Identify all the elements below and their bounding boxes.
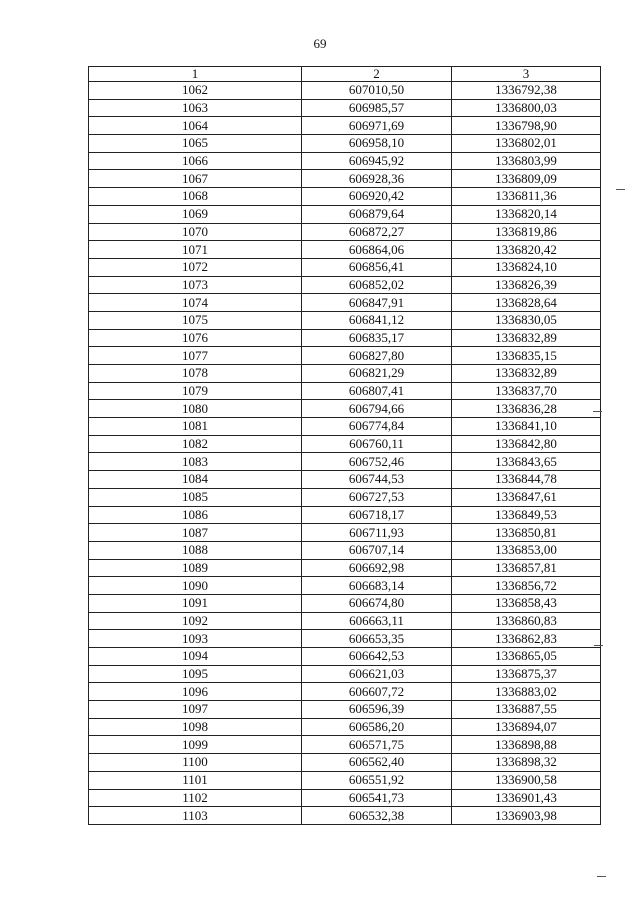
- row-number: 1087: [89, 524, 302, 542]
- y-coordinate: 1336850,81: [452, 524, 601, 542]
- y-coordinate: 1336819,86: [452, 223, 601, 241]
- table-row: [89, 665, 601, 683]
- x-coordinate: 606760,11: [302, 435, 452, 453]
- y-coordinate: 1336849,53: [452, 506, 601, 524]
- row-number: 1069: [89, 205, 302, 223]
- row-number: 1083: [89, 453, 302, 471]
- x-coordinate: 606683,14: [302, 577, 452, 595]
- row-number: 1065: [89, 135, 302, 153]
- x-coordinate: 606752,46: [302, 453, 452, 471]
- x-coordinate: 606827,80: [302, 347, 452, 365]
- row-number: 1077: [89, 347, 302, 365]
- table-row: [89, 135, 601, 153]
- y-coordinate: 1336835,15: [452, 347, 601, 365]
- column-header-3: 3: [452, 67, 601, 82]
- table-row: [89, 471, 601, 489]
- y-coordinate: 1336847,61: [452, 488, 601, 506]
- table-row: [89, 506, 601, 524]
- y-coordinate: 1336824,10: [452, 258, 601, 276]
- x-coordinate: 606532,38: [302, 807, 452, 825]
- column-header-1: 1: [89, 67, 302, 82]
- y-coordinate: 1336856,72: [452, 577, 601, 595]
- row-number: 1064: [89, 117, 302, 135]
- x-coordinate: 606663,11: [302, 612, 452, 630]
- table-row: [89, 241, 601, 259]
- x-coordinate: 606879,64: [302, 205, 452, 223]
- table-row: [89, 365, 601, 383]
- row-number: 1068: [89, 188, 302, 206]
- row-number: 1097: [89, 701, 302, 719]
- row-number: 1090: [89, 577, 302, 595]
- x-coordinate: 606821,29: [302, 365, 452, 383]
- x-coordinate: 606607,72: [302, 683, 452, 701]
- table-row: [89, 258, 601, 276]
- row-number: 1076: [89, 329, 302, 347]
- x-coordinate: 606945,92: [302, 152, 452, 170]
- x-coordinate: 606856,41: [302, 258, 452, 276]
- y-coordinate: 1336844,78: [452, 471, 601, 489]
- row-number: 1098: [89, 718, 302, 736]
- y-coordinate: 1336862,83: [452, 630, 601, 648]
- scan-mark: [597, 876, 606, 877]
- x-coordinate: 606674,80: [302, 594, 452, 612]
- row-number: 1071: [89, 241, 302, 259]
- x-coordinate: 606847,91: [302, 294, 452, 312]
- row-number: 1100: [89, 754, 302, 772]
- row-number: 1091: [89, 594, 302, 612]
- y-coordinate: 1336853,00: [452, 541, 601, 559]
- table-row: [89, 329, 601, 347]
- table-row: [89, 488, 601, 506]
- x-coordinate: 606744,53: [302, 471, 452, 489]
- x-coordinate: 606727,53: [302, 488, 452, 506]
- y-coordinate: 1336860,83: [452, 612, 601, 630]
- y-coordinate: 1336811,36: [452, 188, 601, 206]
- table-row: [89, 82, 601, 100]
- row-number: 1079: [89, 382, 302, 400]
- row-number: 1095: [89, 665, 302, 683]
- x-coordinate: 606621,03: [302, 665, 452, 683]
- table-row: [89, 524, 601, 542]
- table-row: [89, 453, 601, 471]
- scan-mark: [593, 411, 602, 412]
- table-row: [89, 152, 601, 170]
- table-row: [89, 771, 601, 789]
- x-coordinate: 606920,42: [302, 188, 452, 206]
- table-row: [89, 311, 601, 329]
- row-number: 1070: [89, 223, 302, 241]
- x-coordinate: 606551,92: [302, 771, 452, 789]
- x-coordinate: 606958,10: [302, 135, 452, 153]
- row-number: 1062: [89, 82, 302, 100]
- table-row: [89, 117, 601, 135]
- y-coordinate: 1336826,39: [452, 276, 601, 294]
- row-number: 1092: [89, 612, 302, 630]
- y-coordinate: 1336857,81: [452, 559, 601, 577]
- y-coordinate: 1336898,32: [452, 754, 601, 772]
- table-row: [89, 594, 601, 612]
- row-number: 1067: [89, 170, 302, 188]
- y-coordinate: 1336875,37: [452, 665, 601, 683]
- y-coordinate: 1336883,02: [452, 683, 601, 701]
- x-coordinate: 606807,41: [302, 382, 452, 400]
- row-number: 1072: [89, 258, 302, 276]
- x-coordinate: 606971,69: [302, 117, 452, 135]
- x-coordinate: 606571,75: [302, 736, 452, 754]
- y-coordinate: 1336828,64: [452, 294, 601, 312]
- table-header-row: [89, 67, 601, 82]
- y-coordinate: 1336837,70: [452, 382, 601, 400]
- y-coordinate: 1336865,05: [452, 648, 601, 666]
- y-coordinate: 1336901,43: [452, 789, 601, 807]
- table-row: [89, 294, 601, 312]
- x-coordinate: 606707,14: [302, 541, 452, 559]
- y-coordinate: 1336832,89: [452, 365, 601, 383]
- row-number: 1089: [89, 559, 302, 577]
- table-row: [89, 807, 601, 825]
- x-coordinate: 606794,66: [302, 400, 452, 418]
- row-number: 1088: [89, 541, 302, 559]
- table-row: [89, 736, 601, 754]
- page-number: 69: [313, 36, 327, 51]
- table-row: [89, 223, 601, 241]
- row-number: 1063: [89, 99, 302, 117]
- row-number: 1078: [89, 365, 302, 383]
- table-row: [89, 170, 601, 188]
- x-coordinate: 606774,84: [302, 418, 452, 436]
- table-row: [89, 559, 601, 577]
- table-body: [89, 82, 601, 825]
- table-row: [89, 188, 601, 206]
- y-coordinate: 1336903,98: [452, 807, 601, 825]
- row-number: 1066: [89, 152, 302, 170]
- row-number: 1103: [89, 807, 302, 825]
- x-coordinate: 606718,17: [302, 506, 452, 524]
- x-coordinate: 606586,20: [302, 718, 452, 736]
- y-coordinate: 1336802,01: [452, 135, 601, 153]
- table-row: [89, 99, 601, 117]
- row-number: 1082: [89, 435, 302, 453]
- x-coordinate: 606541,73: [302, 789, 452, 807]
- x-coordinate: 606864,06: [302, 241, 452, 259]
- row-number: 1084: [89, 471, 302, 489]
- row-number: 1081: [89, 418, 302, 436]
- table-row: [89, 648, 601, 666]
- x-coordinate: 606642,53: [302, 648, 452, 666]
- x-coordinate: 606985,57: [302, 99, 452, 117]
- y-coordinate: 1336830,05: [452, 311, 601, 329]
- x-coordinate: 606928,36: [302, 170, 452, 188]
- table-row: [89, 541, 601, 559]
- x-coordinate: 606692,98: [302, 559, 452, 577]
- y-coordinate: 1336798,90: [452, 117, 601, 135]
- row-number: 1086: [89, 506, 302, 524]
- y-coordinate: 1336900,58: [452, 771, 601, 789]
- row-number: 1101: [89, 771, 302, 789]
- table-row: [89, 789, 601, 807]
- scan-mark: [594, 645, 603, 646]
- x-coordinate: 607010,50: [302, 82, 452, 100]
- column-header-2: 2: [302, 67, 452, 82]
- x-coordinate: 606562,40: [302, 754, 452, 772]
- table-row: [89, 577, 601, 595]
- table-row: [89, 347, 601, 365]
- y-coordinate: 1336842,80: [452, 435, 601, 453]
- row-number: 1074: [89, 294, 302, 312]
- y-coordinate: 1336832,89: [452, 329, 601, 347]
- table-row: [89, 612, 601, 630]
- x-coordinate: 606835,17: [302, 329, 452, 347]
- x-coordinate: 606711,93: [302, 524, 452, 542]
- scan-mark: [616, 189, 625, 190]
- row-number: 1094: [89, 648, 302, 666]
- coordinates-table: [88, 66, 601, 825]
- table-row: [89, 683, 601, 701]
- table-row: [89, 400, 601, 418]
- x-coordinate: 606596,39: [302, 701, 452, 719]
- row-number: 1102: [89, 789, 302, 807]
- x-coordinate: 606852,02: [302, 276, 452, 294]
- y-coordinate: 1336898,88: [452, 736, 601, 754]
- table-row: [89, 754, 601, 772]
- row-number: 1096: [89, 683, 302, 701]
- table-row: [89, 276, 601, 294]
- table-row: [89, 205, 601, 223]
- table-row: [89, 435, 601, 453]
- x-coordinate: 606872,27: [302, 223, 452, 241]
- row-number: 1075: [89, 311, 302, 329]
- y-coordinate: 1336820,14: [452, 205, 601, 223]
- row-number: 1080: [89, 400, 302, 418]
- row-number: 1099: [89, 736, 302, 754]
- y-coordinate: 1336803,99: [452, 152, 601, 170]
- table-row: [89, 630, 601, 648]
- y-coordinate: 1336858,43: [452, 594, 601, 612]
- table-row: [89, 718, 601, 736]
- table-row: [89, 418, 601, 436]
- y-coordinate: 1336800,03: [452, 99, 601, 117]
- y-coordinate: 1336820,42: [452, 241, 601, 259]
- y-coordinate: 1336841,10: [452, 418, 601, 436]
- y-coordinate: 1336809,09: [452, 170, 601, 188]
- x-coordinate: 606841,12: [302, 311, 452, 329]
- row-number: 1073: [89, 276, 302, 294]
- y-coordinate: 1336836,28: [452, 400, 601, 418]
- y-coordinate: 1336894,07: [452, 718, 601, 736]
- x-coordinate: 606653,35: [302, 630, 452, 648]
- y-coordinate: 1336843,65: [452, 453, 601, 471]
- table-row: [89, 701, 601, 719]
- y-coordinate: 1336887,55: [452, 701, 601, 719]
- table-row: [89, 382, 601, 400]
- row-number: 1093: [89, 630, 302, 648]
- row-number: 1085: [89, 488, 302, 506]
- y-coordinate: 1336792,38: [452, 82, 601, 100]
